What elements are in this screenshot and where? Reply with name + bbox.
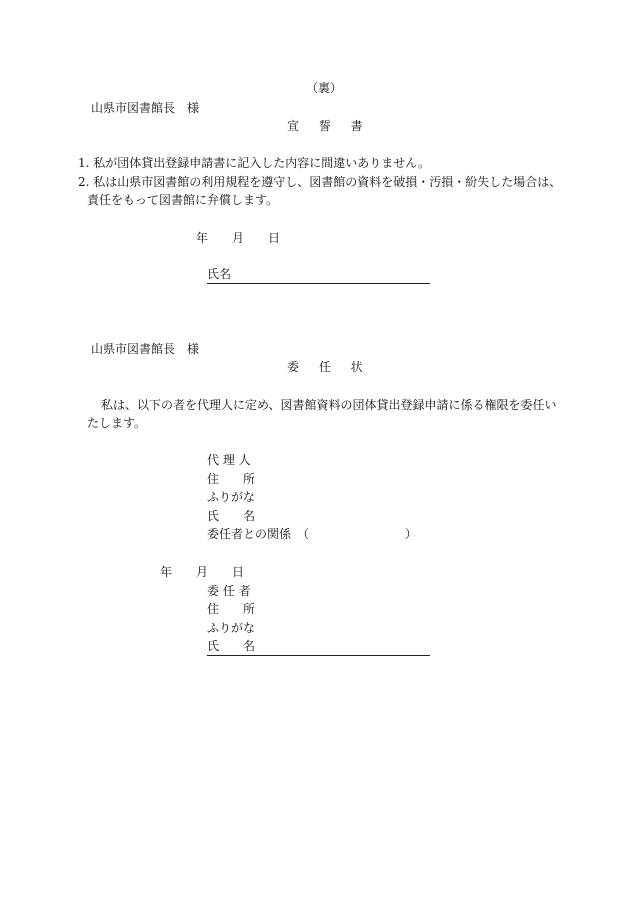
delegation-date: 年 月 日 — [160, 565, 245, 579]
oath-date: 年 月 日 — [196, 231, 281, 245]
delegator-name-label: 氏 名 — [207, 639, 256, 653]
oath-item-2-continuation: 責任をもって図書館に弁償します。 — [87, 193, 279, 207]
proxy-label: 代 理 人 — [207, 453, 251, 467]
delegator-name-underline — [207, 655, 430, 656]
delegation-title: 委 任 状 — [287, 360, 371, 374]
oath-name-underline — [207, 283, 430, 284]
delegation-body-line-1: 私は、以下の者を代理人に定め、図書館資料の団体貸出登録申請に係る権限を委任い — [101, 398, 557, 412]
delegation-body-line-2: たします。 — [87, 416, 147, 430]
delegator-address-label: 住 所 — [207, 602, 256, 616]
proxy-name-label: 氏 名 — [207, 509, 256, 523]
oath-item-2: 2. 私は山県市図書館の利用規程を遵守し、図書館の資料を破損・汚損・紛失した場合は、 — [78, 175, 562, 189]
delegator-label: 委 任 者 — [207, 584, 251, 598]
oath-name-label: 氏名 — [207, 267, 232, 281]
oath-title: 宣 誓 書 — [287, 119, 371, 133]
oath-item-1: 1. 私が団体貸出登録申請書に記入した内容に間違いありません。 — [78, 156, 430, 170]
delegation-addressee: 山県市図書館長 様 — [91, 342, 200, 356]
proxy-relationship-label: 委任者との関係 （ ） — [207, 527, 418, 541]
page-side-marker: （裏） — [306, 81, 343, 95]
proxy-address-label: 住 所 — [207, 472, 256, 486]
oath-addressee: 山県市図書館長 様 — [91, 101, 200, 115]
delegator-furigana-label: ふりがな — [207, 621, 256, 635]
proxy-furigana-label: ふりがな — [207, 490, 256, 504]
